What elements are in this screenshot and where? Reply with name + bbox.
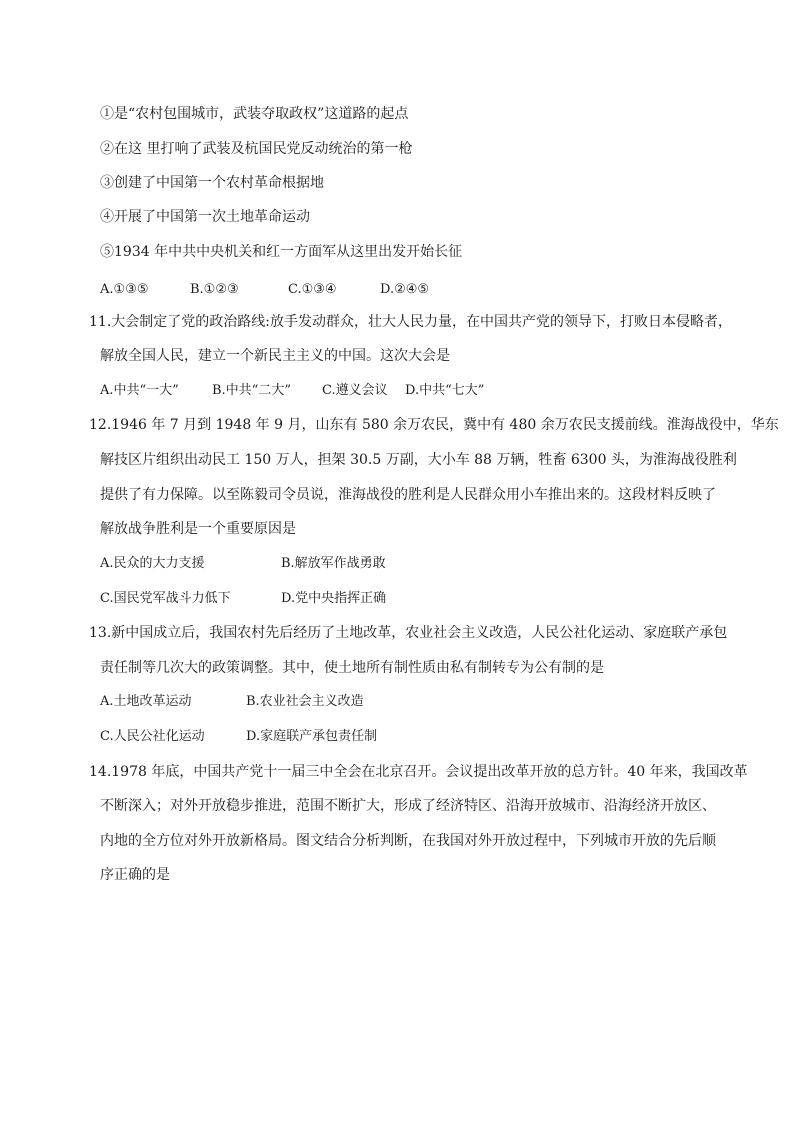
q10-option-c: C.①③④ [288, 282, 337, 297]
q10-statement-5: ⑤1934 年中共中央机关和红一方面军从这里出发开始长征 [100, 244, 463, 260]
q13-option-b: B.农业社会主义改造 [246, 694, 364, 709]
q11-stem-line-2: 解放全国人民，建立一个新民主主义的中国。这次大会是 [100, 348, 450, 364]
q11-option-c: C.遵义会议 [322, 383, 388, 398]
q13-options-row-2 [100, 728, 700, 746]
q10-statement-1: ①是“农村包围城市，武装夺取政权”这道路的起点 [100, 106, 409, 122]
q12-stem-line-3: 提供了有力保障。以至陈毅司令员说，淮海战役的胜利是人民群众用小车推出来的。这段材料反映了 [100, 487, 716, 503]
q11-option-b: B.中共“二大” [212, 383, 291, 398]
q10-statement-4: ④开展了中国第一次土地革命运动 [100, 209, 310, 225]
q13-option-c: C.人民公社化运动 [100, 729, 205, 744]
q12-option-d: D.党中央指挥正确 [281, 591, 387, 606]
q12-stem-line-1: 12.1946 年 7 月到 1948 年 9 月，山东有 580 余万农民，冀中有 480 余万农民支援前线。淮海战役中，华东 [89, 417, 779, 433]
q12-option-c: C.国民党军战斗力低下 [100, 591, 231, 606]
q12-option-b: B.解放军作战勇敢 [281, 556, 386, 571]
q10-statement-2: ②在这 里打响了武装及杭国民党反动统治的第一枪 [100, 141, 413, 157]
q12-options-row-2 [100, 590, 700, 608]
q10-option-a: A.①③⑤ [100, 282, 149, 297]
q14-stem-line-2: 不断深入；对外开放稳步推进，范围不断扩大，形成了经济特区、沿海开放城市、沿海经济开放区、 [100, 798, 716, 814]
q12-stem-line-4: 解放战争胜利是一个重要原因是 [100, 521, 296, 537]
q10-statement-3: ③创建了中国第一个农村革命根据地 [100, 175, 324, 191]
q14-stem-line-4: 序正确的是 [100, 867, 170, 883]
q13-stem-line-2: 责任制等几次大的政策调整。其中，使土地所有制性质由私有制转专为公有制的是 [100, 660, 604, 676]
q13-options-row-1 [100, 693, 700, 711]
q12-option-a: A.民众的大力支援 [100, 556, 205, 571]
q12-options-row-1 [100, 555, 700, 573]
q13-stem-line-1: 13.新中国成立后，我国农村先后经历了土地改革，农业社会主义改造，人民公社化运动、家庭联产承包 [89, 625, 728, 641]
q10-option-b: B.①②③ [190, 282, 239, 297]
q10-options [100, 281, 700, 299]
q14-stem-line-1: 14.1978 年底，中国共产党十一届三中全会在北京召开。会议提出改革开放的总方针。40 年来，我国改革 [89, 764, 748, 780]
q13-option-a: A.土地改革运动 [100, 694, 192, 709]
q11-option-d: D.中共“七大” [405, 383, 485, 398]
q11-options [100, 382, 700, 400]
q11-stem-line-1: 11.大会制定了党的政治路线:放手发动群众，壮大人民力量，在中国共产党的领导下，打败日本侵略者， [89, 314, 732, 330]
q10-option-d: D.②④⑤ [380, 282, 430, 297]
q12-stem-line-2: 解技区片组织出动民工 150 万人，担架 30.5 万副，大小车 88 万辆，牲畜 6300 头，为淮海战役胜利 [100, 452, 737, 468]
q13-option-d: D.家庭联产承包责任制 [246, 729, 378, 744]
q14-stem-line-3: 内地的全方位对外开放新格局。图文结合分析判断，在我国对外开放过程中，下列城市开放的先后顺 [100, 833, 716, 849]
q11-option-a: A.中共“一大” [100, 383, 179, 398]
